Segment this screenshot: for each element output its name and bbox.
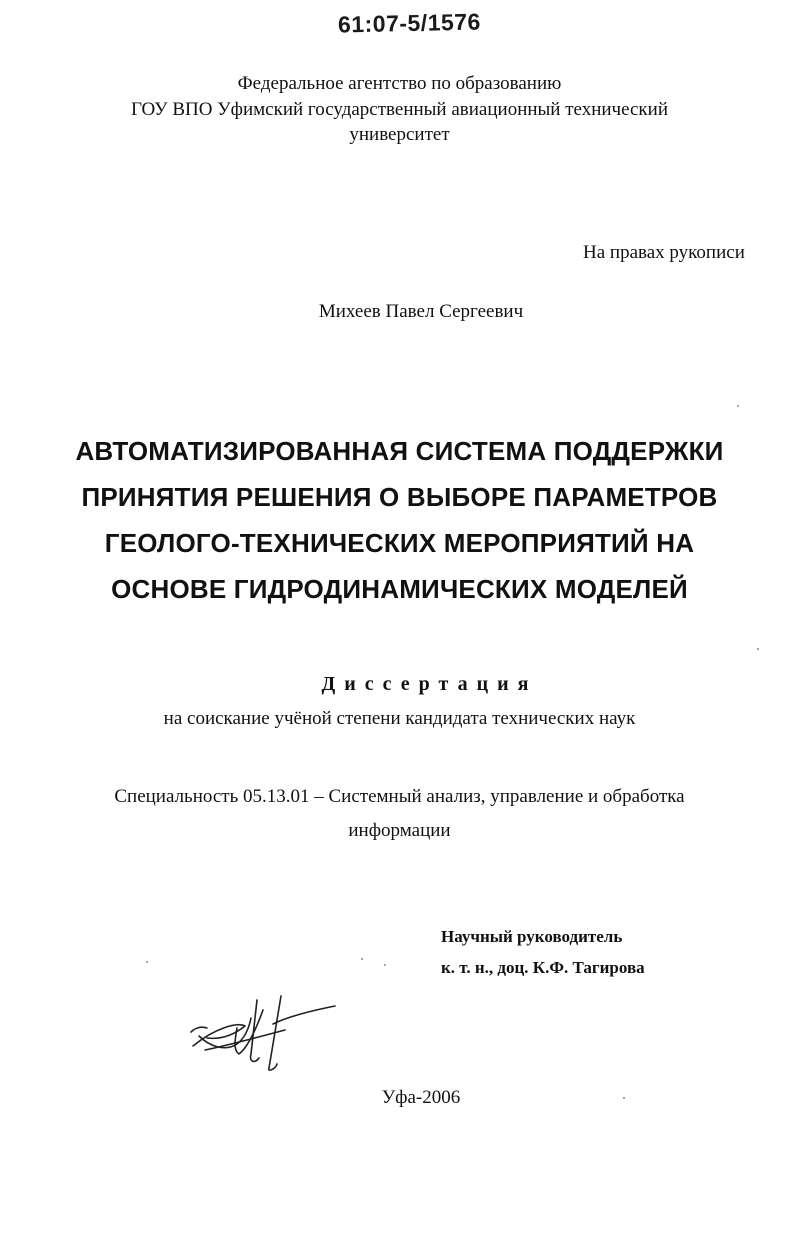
- title-line-1: АВТОМАТИЗИРОВАННАЯ СИСТЕМА ПОДДЕРЖКИ: [75, 436, 724, 466]
- scan-speck: [623, 1097, 625, 1099]
- supervisor-name: к. т. н., доц. К.Ф. Тагирова: [441, 958, 645, 977]
- catalog-number: 61:07-5/1576: [337, 8, 482, 38]
- scan-speck: [737, 405, 739, 407]
- title-line-3: ГЕОЛОГО-ТЕХНИЧЕСКИХ МЕРОПРИЯТИЙ НА: [104, 528, 695, 558]
- manuscript-rights-note: На правах рукописи: [583, 242, 745, 263]
- document-type: Диссертация: [321, 673, 538, 695]
- organization-line-2: ГОУ ВПО Уфимский государственный авиационный технический: [130, 99, 668, 120]
- specialty-line-2: информации: [348, 820, 451, 841]
- scan-speck: [384, 964, 386, 966]
- scan-speck: [757, 648, 759, 650]
- organization-line-3: университет: [349, 124, 450, 145]
- handwritten-signature: [185, 988, 345, 1078]
- place-and-year: Уфа-2006: [381, 1087, 461, 1108]
- organization-line-1: Федеральное агентство по образованию: [237, 73, 562, 94]
- degree-line: на соискание учёной степени кандидата технических наук: [163, 708, 636, 729]
- scan-speck: [146, 961, 148, 963]
- title-line-4: ОСНОВЕ ГИДРОДИНАМИЧЕСКИХ МОДЕЛЕЙ: [111, 574, 688, 604]
- supervisor-label: Научный руководитель: [441, 927, 623, 946]
- scan-speck: [361, 958, 363, 960]
- title-line-2: ПРИНЯТИЯ РЕШЕНИЯ О ВЫБОРЕ ПАРАМЕТРОВ: [81, 482, 718, 512]
- author-name: Михеев Павел Сергеевич: [318, 301, 524, 322]
- specialty-line-1: Специальность 05.13.01 – Системный анализ, управление и обработка: [114, 786, 685, 807]
